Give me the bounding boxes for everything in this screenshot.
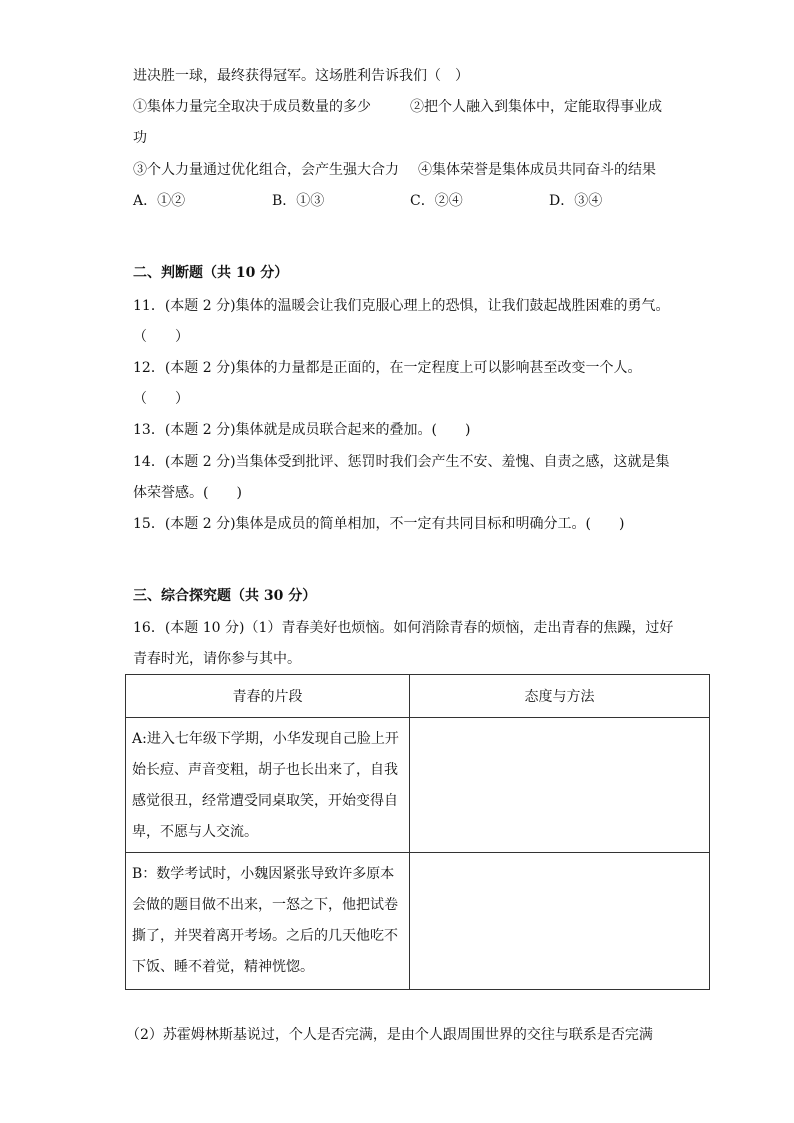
q10-option-a: A．①② — [133, 193, 186, 209]
table-header-fragment: 青春的片段 — [126, 675, 410, 718]
q14-text-cont: 体荣誉感。( ) — [133, 485, 242, 501]
table-header-row — [126, 675, 710, 718]
q15-text: 15．(本题 2 分)集体是成员的简单相加，不一定有共同目标和明确分工。( ) — [133, 516, 625, 532]
section2-heading: 二、判断题（共 10 分） — [133, 265, 289, 281]
q10-statement-2: ②把个人融入到集体中，定能取得事业成 — [410, 99, 662, 115]
q10-statement-3: ③个人力量通过优化组合，会产生强大合力 — [133, 162, 399, 178]
q16-table — [125, 674, 710, 990]
table-cell-fragment-b: B：数学考试时，小魏因紧张导致许多原本会做的题目做不出来，一怒之下，他把试卷撕了，并哭着离开考场。之后的几天他吃不下饭、睡不着觉，精神恍惚。 — [126, 853, 410, 990]
q10-statement-1: ①集体力量完全取决于成员数量的多少 — [133, 99, 371, 115]
table-cell-answer-a[interactable] — [410, 718, 710, 853]
table-row — [126, 718, 710, 853]
q10-statement-4: ④集体荣誉是集体成员共同奋斗的结果 — [418, 162, 656, 178]
q10-option-d: D．③④ — [549, 193, 603, 209]
section3-heading: 三、综合探究题（共 30 分） — [133, 588, 317, 604]
q16-text: 16．(本题 10 分)（1）青春美好也烦恼。如何消除青春的烦恼，走出青春的焦躁，过好 — [133, 620, 674, 636]
q10-option-b: B．①③ — [272, 193, 325, 209]
table-row — [126, 853, 710, 990]
q14-text: 14．(本题 2 分)当集体受到批评、惩罚时我们会产生不安、羞愧、自责之感，这就是集 — [133, 454, 670, 470]
q10-option-c: C．②④ — [410, 193, 463, 209]
q16-text-cont: 青春时光，请你参与其中。 — [133, 651, 301, 667]
q10-stem: 进决胜一球，最终获得冠军。这场胜利告诉我们（ ） — [133, 68, 469, 84]
table-cell-answer-b[interactable] — [410, 853, 710, 990]
q12-text: 12．(本题 2 分)集体的力量都是正面的，在一定程度上可以影响甚至改变一个人。 — [133, 360, 642, 376]
q12-blank: （ ） — [133, 391, 189, 407]
q10-statement-2-cont: 功 — [133, 130, 147, 146]
q11-text: 11．(本题 2 分)集体的温暖会让我们克服心理上的恐惧，让我们鼓起战胜困难的勇气。 — [133, 298, 670, 314]
q13-text: 13．(本题 2 分)集体就是成员联合起来的叠加。( ) — [133, 422, 471, 438]
q11-blank: （ ） — [133, 329, 189, 345]
q16-part2-text: （2）苏霍姆林斯基说过，个人是否完满，是由个人跟周围世界的交往与联系是否完满 — [126, 1027, 653, 1043]
table-cell-fragment-a: A:进入七年级下学期，小华发现自己脸上开始长痘、声音变粗，胡子也长出来了，自我感觉很丑，经常遭受同桌取笑，开始变得自卑，不愿与人交流。 — [126, 718, 410, 853]
table-header-method: 态度与方法 — [410, 675, 710, 718]
